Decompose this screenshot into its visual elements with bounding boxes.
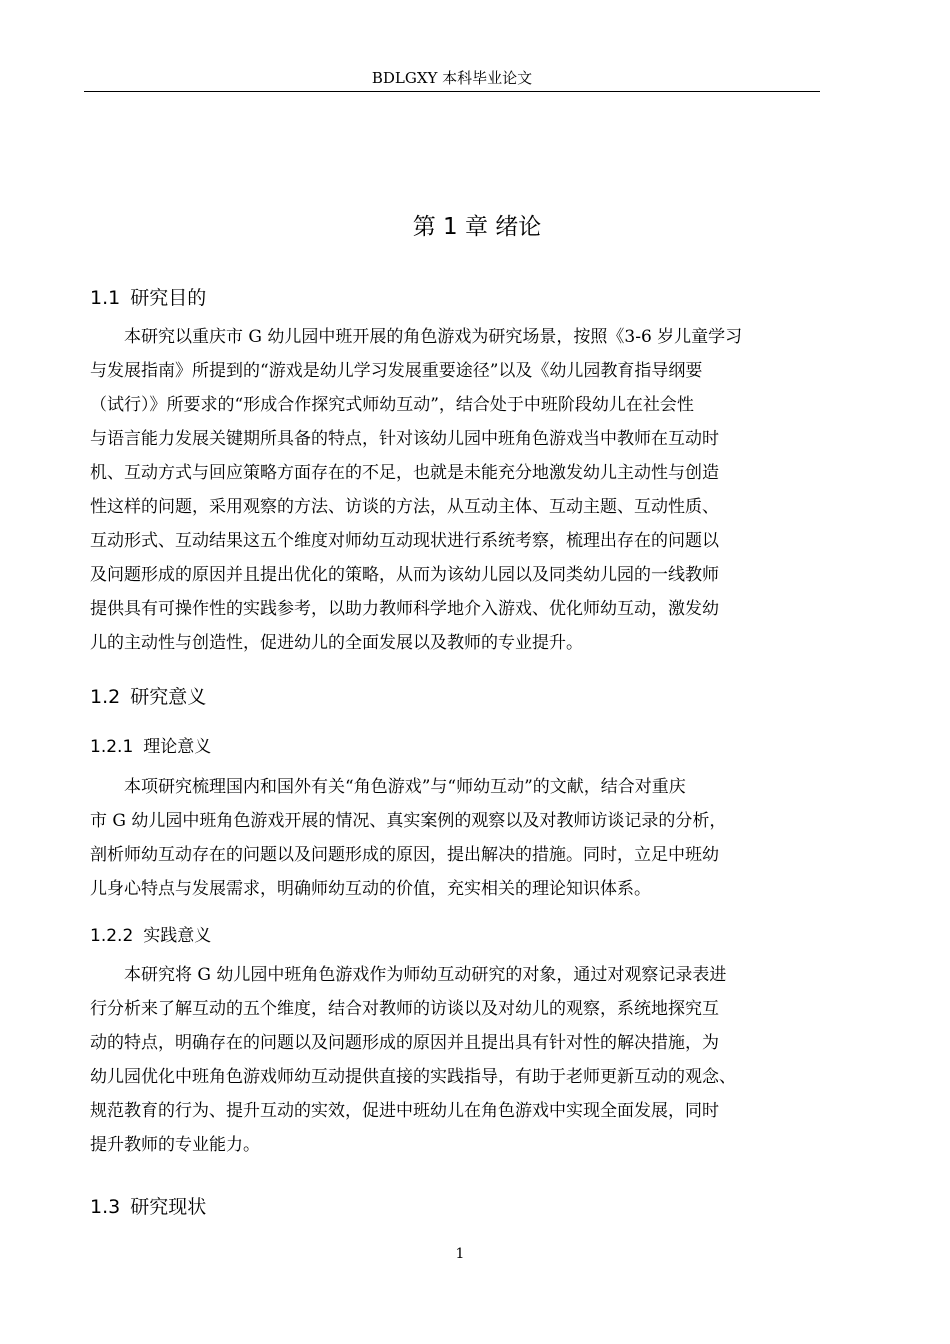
page-number: 1	[455, 1246, 465, 1262]
page-header: BDLGXY 本科毕业论文	[371, 69, 533, 87]
paragraph-line: 与语言能力发展关键期所具备的特点，针对该幼儿园中班角色游戏当中教师在互动时	[90, 429, 719, 449]
paragraph-line: 与发展指南》所提到的“游戏是幼儿学习发展重要途径”以及《幼儿园教育指导纲要	[90, 361, 703, 381]
section-title: 研究目的	[130, 287, 207, 309]
paragraph-line: 市 G 幼儿园中班角色游戏开展的情况、真实案例的观察以及对教师访谈记录的分析，	[90, 811, 727, 831]
section-heading-1-3	[90, 1194, 206, 1220]
section-title: 研究意义	[130, 686, 207, 708]
paragraph-theoretical-significance	[90, 770, 726, 906]
paragraph-research-purpose	[90, 320, 742, 660]
paragraph-line: 性这样的问题，采用观察的方法、访谈的方法，从互动主体、互动主题、互动性质、	[90, 497, 719, 517]
paragraph-practical-significance	[90, 958, 736, 1162]
section-number: 1.3	[90, 1196, 121, 1218]
paragraph-line: 及问题形成的原因并且提出优化的策略，从而为该幼儿园以及同类幼儿园的一线教师	[90, 565, 719, 585]
section-heading-1-2	[90, 684, 206, 710]
subsection-title: 理论意义	[143, 737, 212, 757]
paragraph-line: 提供具有可操作性的实践参考，以助力教师科学地介入游戏、优化师幼互动，激发幼	[90, 599, 719, 619]
paragraph-line: 幼儿园优化中班角色游戏师幼互动提供直接的实践指导，有助于老师更新互动的观念、	[90, 1067, 736, 1087]
paragraph-line: 儿身心特点与发展需求，明确师幼互动的价值，充实相关的理论知识体系。	[90, 879, 651, 899]
section-number: 1.2	[90, 686, 121, 708]
paragraph-line: 机、互动方式与回应策略方面存在的不足，也就是未能充分地激发幼儿主动性与创造	[90, 463, 719, 483]
subsection-title: 实践意义	[143, 926, 212, 946]
chapter-title: 第 1 章 绪论	[412, 214, 542, 240]
paragraph-line: 行分析来了解互动的五个维度，结合对教师的访谈以及对幼儿的观察，系统地探究互	[90, 999, 719, 1019]
paragraph-line: 互动形式、互动结果这五个维度对师幼互动现状进行系统考察，梳理出存在的问题以	[90, 531, 719, 551]
paragraph-line: 规范教育的行为、提升互动的实效，促进中班幼儿在角色游戏中实现全面发展，同时	[90, 1101, 719, 1121]
subsection-number: 1.2.1	[90, 737, 134, 757]
section-heading-1-1	[90, 285, 206, 311]
subsection-number: 1.2.2	[90, 926, 134, 946]
section-number: 1.1	[90, 287, 121, 309]
paragraph-line: 本项研究梳理国内和国外有关“角色游戏”与“师幼互动”的文献，结合对重庆	[90, 777, 686, 797]
paragraph-line: 动的特点，明确存在的问题以及问题形成的原因并且提出具有针对性的解决措施，为	[90, 1033, 719, 1053]
paragraph-line: 儿的主动性与创造性，促进幼儿的全面发展以及教师的专业提升。	[90, 633, 583, 653]
subsection-heading-1-2-1	[90, 735, 211, 759]
paragraph-line: 本研究将 G 幼儿园中班角色游戏作为师幼互动研究的对象，通过对观察记录表进	[90, 965, 727, 985]
paragraph-line: （试行）》所要求的“形成合作探究式师幼互动”，结合处于中班阶段幼儿在社会性	[90, 395, 694, 415]
paragraph-line: 剖析师幼互动存在的问题以及问题形成的原因，提出解决的措施。同时，立足中班幼	[90, 845, 719, 865]
subsection-heading-1-2-2	[90, 924, 211, 948]
paragraph-line: 本研究以重庆市 G 幼儿园中班开展的角色游戏为研究场景，按照《3-6 岁儿童学习	[90, 327, 743, 347]
section-title: 研究现状	[130, 1196, 207, 1218]
header-rule	[84, 91, 820, 92]
paragraph-line: 提升教师的专业能力。	[90, 1135, 260, 1155]
